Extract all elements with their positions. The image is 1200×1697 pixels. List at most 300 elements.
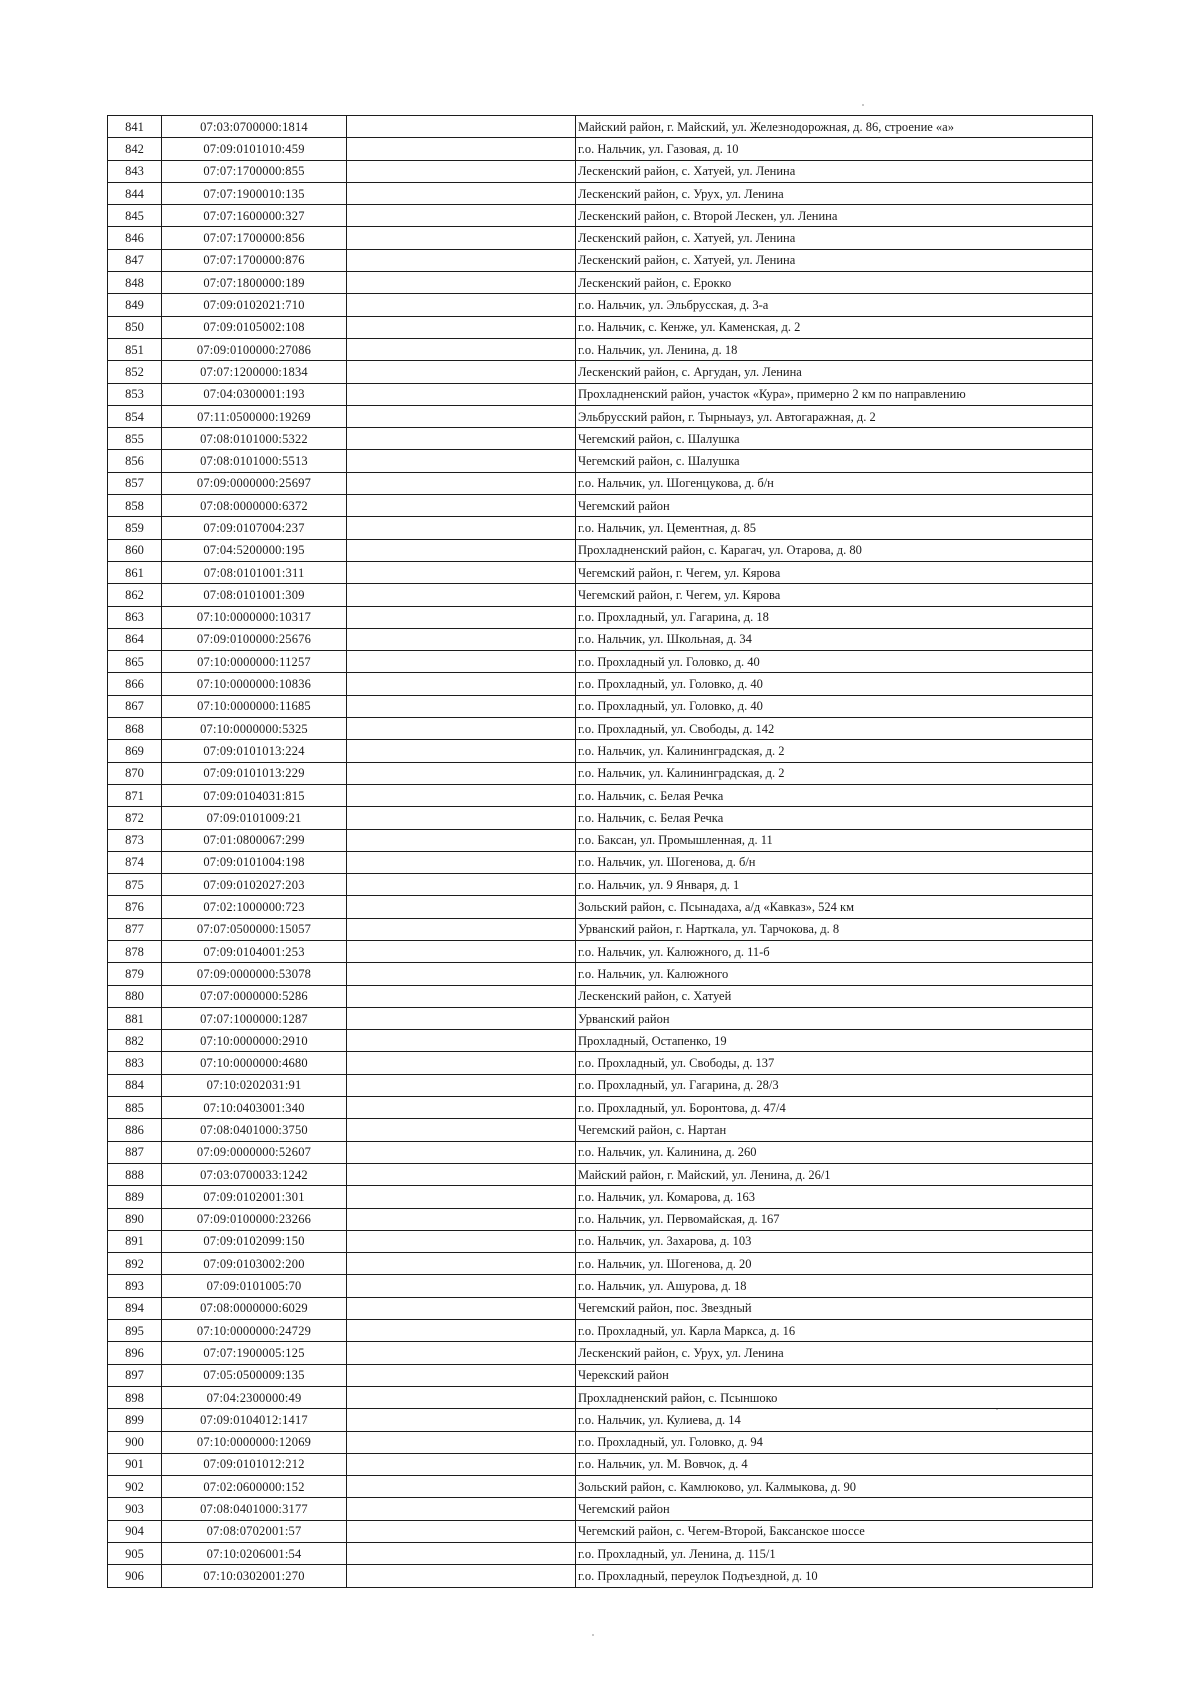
address-cell: г.о. Прохладный, переулок Подъездной, д. 10	[576, 1565, 1093, 1587]
row-number-cell: 884	[108, 1074, 162, 1096]
table-row	[108, 472, 1093, 494]
row-number-cell: 872	[108, 807, 162, 829]
cadastral-number-cell: 07:09:0101009:21	[162, 807, 347, 829]
empty-cell	[347, 450, 576, 472]
row-number-cell: 900	[108, 1431, 162, 1453]
row-number-cell: 858	[108, 495, 162, 517]
address-cell: г.о. Нальчик, ул. Школьная, д. 34	[576, 628, 1093, 650]
empty-cell	[347, 227, 576, 249]
table-row	[108, 918, 1093, 940]
cadastral-number-cell: 07:08:0101001:309	[162, 584, 347, 606]
cadastral-number-cell: 07:08:0401000:3177	[162, 1498, 347, 1520]
empty-cell	[347, 338, 576, 360]
cadastral-number-cell: 07:10:0202031:91	[162, 1074, 347, 1096]
cadastral-number-cell: 07:07:1800000:189	[162, 272, 347, 294]
table-row	[108, 1386, 1093, 1408]
address-cell: г.о. Нальчик, ул. Кулиева, д. 14	[576, 1409, 1093, 1431]
row-number-cell: 871	[108, 784, 162, 806]
address-cell: Чегемский район, с. Шалушка	[576, 450, 1093, 472]
cadastral-number-cell: 07:10:0403001:340	[162, 1097, 347, 1119]
table-row	[108, 561, 1093, 583]
address-cell: г.о. Нальчик, ул. Комарова, д. 163	[576, 1186, 1093, 1208]
cadastral-number-cell: 07:01:0800067:299	[162, 829, 347, 851]
address-cell: Зольский район, с. Псынадаха, а/д «Кавказ», 524 км	[576, 896, 1093, 918]
empty-cell	[347, 718, 576, 740]
row-number-cell: 874	[108, 851, 162, 873]
empty-cell	[347, 673, 576, 695]
cadastral-number-cell: 07:09:0000000:53078	[162, 963, 347, 985]
row-number-cell: 856	[108, 450, 162, 472]
empty-cell	[347, 1565, 576, 1587]
cadastral-number-cell: 07:08:0000000:6372	[162, 495, 347, 517]
address-cell: г.о. Нальчик, ул. Калининградская, д. 2	[576, 762, 1093, 784]
cadastral-number-cell: 07:07:0500000:15057	[162, 918, 347, 940]
table-row	[108, 695, 1093, 717]
cadastral-number-cell: 07:08:0101000:5513	[162, 450, 347, 472]
address-cell: Чегемский район, с. Нартан	[576, 1119, 1093, 1141]
address-cell: г.о. Нальчик, ул. Первомайская, д. 167	[576, 1208, 1093, 1230]
address-cell: г.о. Прохладный, ул. Свободы, д. 137	[576, 1052, 1093, 1074]
address-cell: г.о. Прохладный, ул. Свободы, д. 142	[576, 718, 1093, 740]
cadastral-number-cell: 07:10:0000000:10836	[162, 673, 347, 695]
empty-cell	[347, 784, 576, 806]
address-cell: г.о. Нальчик, ул. Ашурова, д. 18	[576, 1275, 1093, 1297]
empty-cell	[347, 829, 576, 851]
empty-cell	[347, 651, 576, 673]
empty-cell	[347, 1543, 576, 1565]
table-row	[108, 205, 1093, 227]
empty-cell	[347, 1342, 576, 1364]
empty-cell	[347, 695, 576, 717]
address-cell: Чегемский район	[576, 1498, 1093, 1520]
address-cell: г.о. Нальчик, ул. 9 Января, д. 1	[576, 874, 1093, 896]
row-number-cell: 892	[108, 1253, 162, 1275]
table-row	[108, 1074, 1093, 1096]
row-number-cell: 850	[108, 316, 162, 338]
address-cell: г.о. Прохладный, ул. Ленина, д. 115/1	[576, 1543, 1093, 1565]
registry-table-body	[108, 116, 1093, 1588]
address-cell: г.о. Нальчик, ул. Шогенова, д. 20	[576, 1253, 1093, 1275]
address-cell: г.о. Прохладный ул. Головко, д. 40	[576, 651, 1093, 673]
address-cell: Чегемский район, г. Чегем, ул. Кярова	[576, 584, 1093, 606]
row-number-cell: 888	[108, 1163, 162, 1185]
cadastral-number-cell: 07:03:0700033:1242	[162, 1163, 347, 1185]
table-row	[108, 1520, 1093, 1542]
row-number-cell: 896	[108, 1342, 162, 1364]
cadastral-number-cell: 07:03:0700000:1814	[162, 116, 347, 138]
row-number-cell: 852	[108, 361, 162, 383]
cadastral-number-cell: 07:09:0101010:459	[162, 138, 347, 160]
empty-cell	[347, 294, 576, 316]
table-row	[108, 249, 1093, 271]
empty-cell	[347, 1097, 576, 1119]
cadastral-number-cell: 07:10:0000000:10317	[162, 606, 347, 628]
cadastral-number-cell: 07:09:0101004:198	[162, 851, 347, 873]
address-cell: г.о. Нальчик, с. Кенже, ул. Каменская, д. 2	[576, 316, 1093, 338]
table-row	[108, 1275, 1093, 1297]
cadastral-number-cell: 07:07:0000000:5286	[162, 985, 347, 1007]
cadastral-number-cell: 07:09:0000000:25697	[162, 472, 347, 494]
address-cell: Прохладный, Остапенко, 19	[576, 1030, 1093, 1052]
address-cell: Прохладненский район, с. Карагач, ул. Отарова, д. 80	[576, 539, 1093, 561]
table-row	[108, 1543, 1093, 1565]
address-cell: Черекский район	[576, 1364, 1093, 1386]
table-row	[108, 606, 1093, 628]
row-number-cell: 847	[108, 249, 162, 271]
row-number-cell: 873	[108, 829, 162, 851]
row-number-cell: 903	[108, 1498, 162, 1520]
cadastral-number-cell: 07:09:0107004:237	[162, 517, 347, 539]
cadastral-number-cell: 07:09:0100000:23266	[162, 1208, 347, 1230]
row-number-cell: 890	[108, 1208, 162, 1230]
row-number-cell: 860	[108, 539, 162, 561]
cadastral-number-cell: 07:08:0702001:57	[162, 1520, 347, 1542]
address-cell: г.о. Нальчик, ул. Шогенова, д. б/н	[576, 851, 1093, 873]
table-row	[108, 1342, 1093, 1364]
address-cell: Чегемский район, с. Шалушка	[576, 428, 1093, 450]
empty-cell	[347, 1520, 576, 1542]
empty-cell	[347, 940, 576, 962]
cadastral-number-cell: 07:07:1900005:125	[162, 1342, 347, 1364]
cadastral-number-cell: 07:09:0102021:710	[162, 294, 347, 316]
address-cell: Чегемский район	[576, 495, 1093, 517]
table-row	[108, 1253, 1093, 1275]
table-row	[108, 1030, 1093, 1052]
row-number-cell: 899	[108, 1409, 162, 1431]
row-number-cell: 886	[108, 1119, 162, 1141]
address-cell: г.о. Нальчик, ул. Калюжного	[576, 963, 1093, 985]
empty-cell	[347, 1297, 576, 1319]
table-row	[108, 1097, 1093, 1119]
table-row	[108, 182, 1093, 204]
scan-speck	[862, 104, 864, 106]
address-cell: г.о. Прохладный, ул. Головко, д. 94	[576, 1431, 1093, 1453]
row-number-cell: 864	[108, 628, 162, 650]
cadastral-number-cell: 07:09:0101005:70	[162, 1275, 347, 1297]
empty-cell	[347, 472, 576, 494]
address-cell: г.о. Нальчик, ул. Ленина, д. 18	[576, 338, 1093, 360]
empty-cell	[347, 584, 576, 606]
address-cell: Эльбрусский район, г. Тырныауз, ул. Автогаражная, д. 2	[576, 405, 1093, 427]
row-number-cell: 904	[108, 1520, 162, 1542]
empty-cell	[347, 1320, 576, 1342]
empty-cell	[347, 272, 576, 294]
table-row	[108, 1364, 1093, 1386]
address-cell: г.о. Нальчик, ул. Калинина, д. 260	[576, 1141, 1093, 1163]
table-row	[108, 405, 1093, 427]
table-row	[108, 1409, 1093, 1431]
row-number-cell: 877	[108, 918, 162, 940]
row-number-cell: 846	[108, 227, 162, 249]
address-cell: г.о. Нальчик, ул. Калининградская, д. 2	[576, 740, 1093, 762]
empty-cell	[347, 182, 576, 204]
empty-cell	[347, 205, 576, 227]
row-number-cell: 897	[108, 1364, 162, 1386]
table-row	[108, 807, 1093, 829]
row-number-cell: 876	[108, 896, 162, 918]
table-row	[108, 1052, 1093, 1074]
empty-cell	[347, 1141, 576, 1163]
cadastral-number-cell: 07:09:0103002:200	[162, 1253, 347, 1275]
empty-cell	[347, 1163, 576, 1185]
empty-cell	[347, 1476, 576, 1498]
row-number-cell: 895	[108, 1320, 162, 1342]
cadastral-number-cell: 07:09:0104001:253	[162, 940, 347, 962]
address-cell: г.о. Прохладный, ул. Головко, д. 40	[576, 695, 1093, 717]
address-cell: Лескенский район, с. Хатуей, ул. Ленина	[576, 249, 1093, 271]
address-cell: г.о. Нальчик, ул. Калюжного, д. 11-б	[576, 940, 1093, 962]
address-cell: Зольский район, с. Камлюково, ул. Калмыкова, д. 90	[576, 1476, 1093, 1498]
empty-cell	[347, 963, 576, 985]
cadastral-number-cell: 07:04:0300001:193	[162, 383, 347, 405]
table-row	[108, 1141, 1093, 1163]
empty-cell	[347, 1253, 576, 1275]
address-cell: Лескенский район, с. Хатуей, ул. Ленина	[576, 160, 1093, 182]
table-row	[108, 383, 1093, 405]
row-number-cell: 878	[108, 940, 162, 962]
row-number-cell: 905	[108, 1543, 162, 1565]
table-row	[108, 160, 1093, 182]
row-number-cell: 906	[108, 1565, 162, 1587]
address-cell: Майский район, г. Майский, ул. Железнодорожная, д. 86, строение «а»	[576, 116, 1093, 138]
row-number-cell: 901	[108, 1453, 162, 1475]
cadastral-number-cell: 07:07:1000000:1287	[162, 1007, 347, 1029]
table-row	[108, 272, 1093, 294]
row-number-cell: 861	[108, 561, 162, 583]
empty-cell	[347, 116, 576, 138]
empty-cell	[347, 160, 576, 182]
address-cell: Чегемский район, пос. Звездный	[576, 1297, 1093, 1319]
row-number-cell: 855	[108, 428, 162, 450]
address-cell: Чегемский район, с. Чегем-Второй, Баксанское шоссе	[576, 1520, 1093, 1542]
table-row	[108, 1320, 1093, 1342]
table-row	[108, 517, 1093, 539]
address-cell: Лескенский район, с. Второй Лескен, ул. Ленина	[576, 205, 1093, 227]
row-number-cell: 853	[108, 383, 162, 405]
empty-cell	[347, 138, 576, 160]
address-cell: Урванский район, г. Нарткала, ул. Тарчокова, д. 8	[576, 918, 1093, 940]
cadastral-number-cell: 07:10:0000000:2910	[162, 1030, 347, 1052]
empty-cell	[347, 517, 576, 539]
row-number-cell: 862	[108, 584, 162, 606]
empty-cell	[347, 405, 576, 427]
cadastral-number-cell: 07:04:2300000:49	[162, 1386, 347, 1408]
cadastral-number-cell: 07:10:0000000:5325	[162, 718, 347, 740]
address-cell: г.о. Нальчик, ул. Захарова, д. 103	[576, 1230, 1093, 1252]
table-row	[108, 784, 1093, 806]
table-row	[108, 851, 1093, 873]
table-row	[108, 138, 1093, 160]
address-cell: Урванский район	[576, 1007, 1093, 1029]
empty-cell	[347, 896, 576, 918]
table-row	[108, 1186, 1093, 1208]
empty-cell	[347, 1030, 576, 1052]
cadastral-number-cell: 07:10:0302001:270	[162, 1565, 347, 1587]
cadastral-number-cell: 07:08:0101001:311	[162, 561, 347, 583]
address-cell: г.о. Нальчик, ул. Шогенцукова, д. б/н	[576, 472, 1093, 494]
table-row	[108, 338, 1093, 360]
table-row	[108, 896, 1093, 918]
table-row	[108, 294, 1093, 316]
row-number-cell: 879	[108, 963, 162, 985]
cadastral-number-cell: 07:09:0101013:229	[162, 762, 347, 784]
address-cell: г.о. Баксан, ул. Промышленная, д. 11	[576, 829, 1093, 851]
table-row	[108, 316, 1093, 338]
cadastral-number-cell: 07:09:0100000:25676	[162, 628, 347, 650]
cadastral-number-cell: 07:09:0102001:301	[162, 1186, 347, 1208]
row-number-cell: 841	[108, 116, 162, 138]
row-number-cell: 844	[108, 182, 162, 204]
table-row	[108, 1476, 1093, 1498]
row-number-cell: 902	[108, 1476, 162, 1498]
cadastral-number-cell: 07:07:1700000:876	[162, 249, 347, 271]
empty-cell	[347, 1007, 576, 1029]
cadastral-number-cell: 07:07:1200000:1834	[162, 361, 347, 383]
empty-cell	[347, 383, 576, 405]
address-cell: Лескенский район, с. Хатуей	[576, 985, 1093, 1007]
address-cell: г.о. Нальчик, с. Белая Речка	[576, 784, 1093, 806]
empty-cell	[347, 874, 576, 896]
address-cell: г.о. Прохладный, ул. Боронтова, д. 47/4	[576, 1097, 1093, 1119]
empty-cell	[347, 1208, 576, 1230]
empty-cell	[347, 851, 576, 873]
row-number-cell: 887	[108, 1141, 162, 1163]
empty-cell	[347, 539, 576, 561]
empty-cell	[347, 1052, 576, 1074]
empty-cell	[347, 1186, 576, 1208]
table-row	[108, 1498, 1093, 1520]
address-cell: г.о. Прохладный, ул. Гагарина, д. 28/3	[576, 1074, 1093, 1096]
row-number-cell: 866	[108, 673, 162, 695]
row-number-cell: 875	[108, 874, 162, 896]
cadastral-number-cell: 07:05:0500009:135	[162, 1364, 347, 1386]
row-number-cell: 848	[108, 272, 162, 294]
table-row	[108, 428, 1093, 450]
row-number-cell: 881	[108, 1007, 162, 1029]
cadastral-number-cell: 07:11:0500000:19269	[162, 405, 347, 427]
empty-cell	[347, 1275, 576, 1297]
table-row	[108, 940, 1093, 962]
address-cell: г.о. Прохладный, ул. Карла Маркса, д. 16	[576, 1320, 1093, 1342]
row-number-cell: 889	[108, 1186, 162, 1208]
empty-cell	[347, 1364, 576, 1386]
cadastral-number-cell: 07:07:1900010:135	[162, 182, 347, 204]
table-row	[108, 495, 1093, 517]
registry-table	[107, 115, 1093, 1588]
row-number-cell: 865	[108, 651, 162, 673]
row-number-cell: 857	[108, 472, 162, 494]
row-number-cell: 851	[108, 338, 162, 360]
row-number-cell: 894	[108, 1297, 162, 1319]
row-number-cell: 867	[108, 695, 162, 717]
empty-cell	[347, 561, 576, 583]
row-number-cell: 849	[108, 294, 162, 316]
row-number-cell: 893	[108, 1275, 162, 1297]
empty-cell	[347, 628, 576, 650]
empty-cell	[347, 1431, 576, 1453]
table-row	[108, 584, 1093, 606]
table-row	[108, 227, 1093, 249]
cadastral-number-cell: 07:10:0206001:54	[162, 1543, 347, 1565]
cadastral-number-cell: 07:08:0401000:3750	[162, 1119, 347, 1141]
table-row	[108, 1119, 1093, 1141]
address-cell: Прохладненский район, участок «Кура», примерно 2 км по направлению	[576, 383, 1093, 405]
row-number-cell: 854	[108, 405, 162, 427]
table-row	[108, 673, 1093, 695]
row-number-cell: 891	[108, 1230, 162, 1252]
empty-cell	[347, 1498, 576, 1520]
cadastral-number-cell: 07:02:1000000:723	[162, 896, 347, 918]
table-row	[108, 874, 1093, 896]
cadastral-number-cell: 07:10:0000000:12069	[162, 1431, 347, 1453]
row-number-cell: 898	[108, 1386, 162, 1408]
table-row	[108, 740, 1093, 762]
scan-speck	[592, 1634, 594, 1636]
row-number-cell: 863	[108, 606, 162, 628]
cadastral-number-cell: 07:09:0104012:1417	[162, 1409, 347, 1431]
table-row	[108, 628, 1093, 650]
empty-cell	[347, 249, 576, 271]
empty-cell	[347, 807, 576, 829]
table-row	[108, 1163, 1093, 1185]
empty-cell	[347, 762, 576, 784]
cadastral-number-cell: 07:08:0101000:5322	[162, 428, 347, 450]
cadastral-number-cell: 07:09:0105002:108	[162, 316, 347, 338]
address-cell: г.о. Нальчик, ул. Эльбрусская, д. 3-а	[576, 294, 1093, 316]
cadastral-number-cell: 07:09:0101013:224	[162, 740, 347, 762]
table-row	[108, 985, 1093, 1007]
address-cell: г.о. Прохладный, ул. Гагарина, д. 18	[576, 606, 1093, 628]
table-row	[108, 1007, 1093, 1029]
empty-cell	[347, 606, 576, 628]
table-row	[108, 718, 1093, 740]
cadastral-number-cell: 07:07:1700000:855	[162, 160, 347, 182]
empty-cell	[347, 428, 576, 450]
table-row	[108, 829, 1093, 851]
address-cell: г.о. Нальчик, с. Белая Речка	[576, 807, 1093, 829]
table-row	[108, 361, 1093, 383]
address-cell: г.о. Нальчик, ул. Цементная, д. 85	[576, 517, 1093, 539]
address-cell: Лескенский район, с. Хатуей, ул. Ленина	[576, 227, 1093, 249]
empty-cell	[347, 740, 576, 762]
row-number-cell: 868	[108, 718, 162, 740]
table-row	[108, 1297, 1093, 1319]
table-row	[108, 450, 1093, 472]
cadastral-number-cell: 07:08:0000000:6029	[162, 1297, 347, 1319]
row-number-cell: 885	[108, 1097, 162, 1119]
cadastral-number-cell: 07:10:0000000:11257	[162, 651, 347, 673]
address-cell: г.о. Прохладный, ул. Головко, д. 40	[576, 673, 1093, 695]
address-cell: Лескенский район, с. Ерокко	[576, 272, 1093, 294]
table-row	[108, 1431, 1093, 1453]
cadastral-number-cell: 07:10:0000000:24729	[162, 1320, 347, 1342]
empty-cell	[347, 1119, 576, 1141]
row-number-cell: 882	[108, 1030, 162, 1052]
row-number-cell: 870	[108, 762, 162, 784]
table-row	[108, 1453, 1093, 1475]
cadastral-number-cell: 07:07:1700000:856	[162, 227, 347, 249]
address-cell: г.о. Нальчик, ул. М. Вовчок, д. 4	[576, 1453, 1093, 1475]
table-row	[108, 651, 1093, 673]
empty-cell	[347, 1386, 576, 1408]
row-number-cell: 845	[108, 205, 162, 227]
cadastral-number-cell: 07:09:0000000:52607	[162, 1141, 347, 1163]
cadastral-number-cell: 07:10:0000000:4680	[162, 1052, 347, 1074]
row-number-cell: 883	[108, 1052, 162, 1074]
row-number-cell: 843	[108, 160, 162, 182]
table-row	[108, 116, 1093, 138]
table-row	[108, 1565, 1093, 1587]
